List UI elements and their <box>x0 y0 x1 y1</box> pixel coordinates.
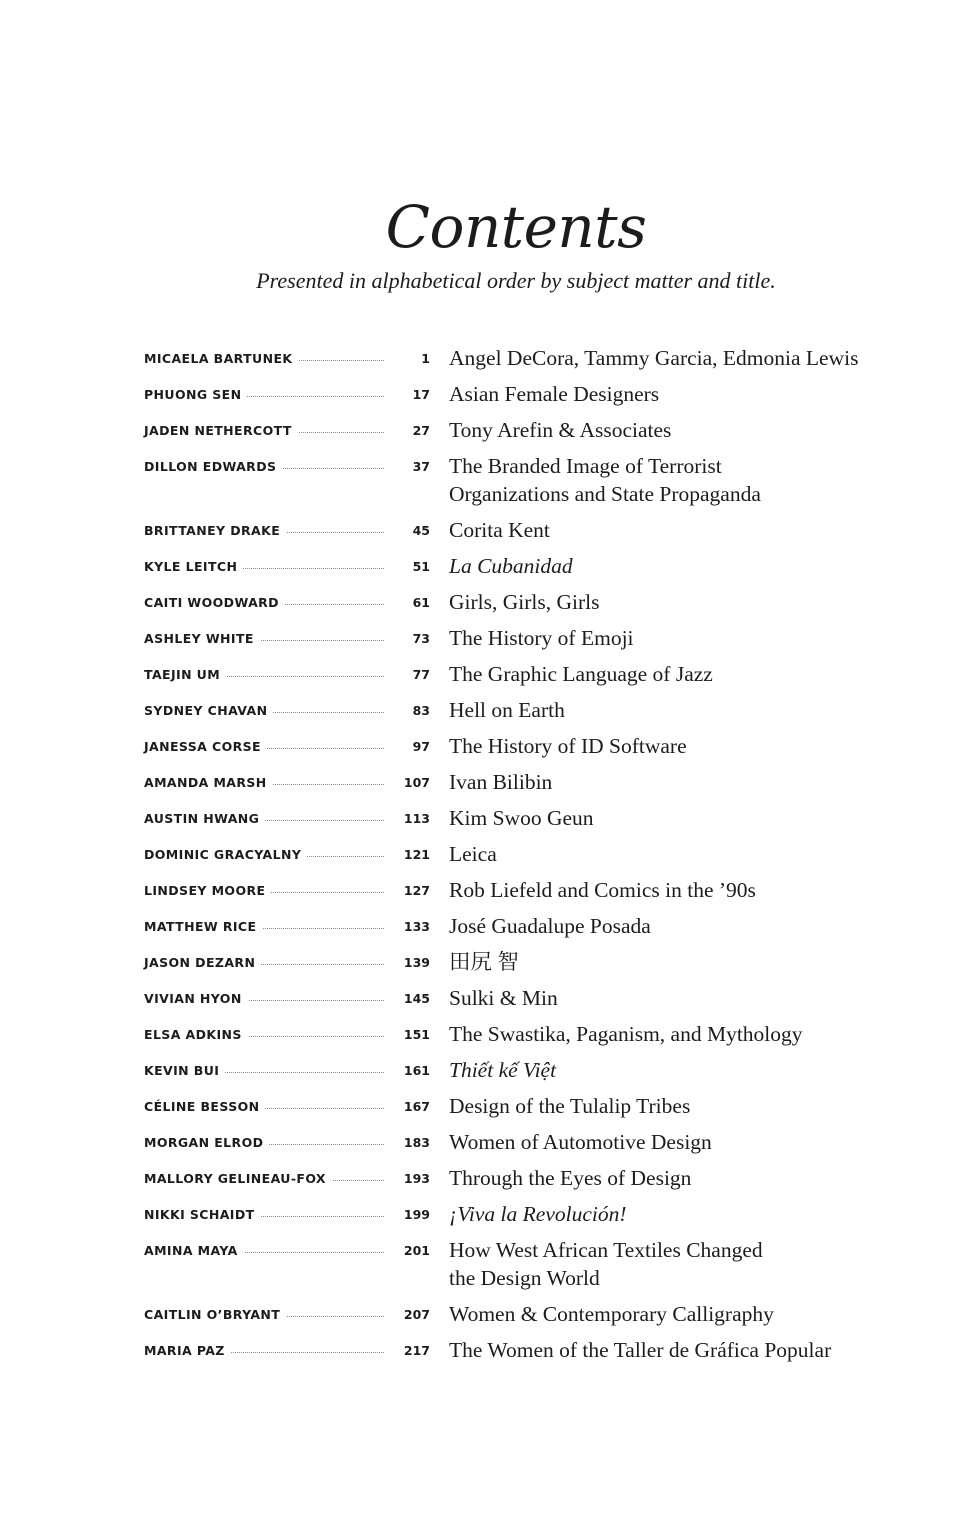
toc-page-number: 1 <box>384 352 430 366</box>
toc-author: DOMINIC GRACYALNY <box>144 848 307 862</box>
toc-author: KYLE LEITCH <box>144 560 243 574</box>
toc-title-line: Ivan Bilibin <box>449 770 553 794</box>
toc-entry <box>144 841 884 871</box>
toc-author: JADEN NETHERCOTT <box>144 424 298 438</box>
toc-entry <box>144 589 884 619</box>
toc-entry <box>144 805 884 835</box>
toc-title <box>449 1129 889 1157</box>
toc-title-line: How West African Textiles Changed <box>449 1238 763 1262</box>
toc-title-line: The History of Emoji <box>449 626 634 650</box>
toc-page-number: 207 <box>384 1308 430 1322</box>
toc-author: MALLORY GELINEAU-FOX <box>144 1172 332 1186</box>
toc-entry <box>144 453 884 506</box>
toc-entry <box>144 661 884 691</box>
toc-author: AMANDA MARSH <box>144 776 273 790</box>
toc-entry <box>144 877 884 907</box>
toc-title <box>449 805 889 833</box>
toc-title <box>449 877 889 905</box>
toc-page-number: 201 <box>384 1244 430 1258</box>
toc-author: ELSA ADKINS <box>144 1028 248 1042</box>
toc-title <box>449 661 889 689</box>
toc-title-line: José Guadalupe Posada <box>449 914 651 938</box>
toc-title <box>449 625 889 653</box>
toc-entry <box>144 381 884 411</box>
toc-author: LINDSEY MOORE <box>144 884 271 898</box>
toc-page-number: 27 <box>384 424 430 438</box>
toc-entry <box>144 1021 884 1051</box>
toc-page-number: 121 <box>384 848 430 862</box>
toc-title-line: La Cubanidad <box>449 554 573 578</box>
toc-title-line: Women & Contemporary Calligraphy <box>449 1302 774 1326</box>
toc-title-line: Women of Automotive Design <box>449 1130 712 1154</box>
toc-title-line: The Swastika, Paganism, and Mythology <box>449 1022 803 1046</box>
toc-entry <box>144 1337 884 1367</box>
toc-title-line: Girls, Girls, Girls <box>449 590 600 614</box>
toc-page-number: 193 <box>384 1172 430 1186</box>
toc-author: VIVIAN HYON <box>144 992 248 1006</box>
toc-author: CAITLIN O’BRYANT <box>144 1308 286 1322</box>
toc-author: JASON DEZARN <box>144 956 261 970</box>
toc-title-line: Angel DeCora, Tammy Garcia, Edmonia Lewis <box>449 346 859 370</box>
toc-entry <box>144 733 884 763</box>
toc-title <box>449 841 889 869</box>
toc-title <box>449 1165 889 1193</box>
toc-title-line: Corita Kent <box>449 518 550 542</box>
toc-page-number: 51 <box>384 560 430 574</box>
toc-title <box>449 381 889 409</box>
toc-author: CAITI WOODWARD <box>144 596 285 610</box>
toc-title <box>449 697 889 725</box>
toc-title <box>449 1057 889 1085</box>
toc-entry <box>144 553 884 583</box>
toc-title <box>449 453 889 508</box>
toc-title-line: Thiết kế Việt <box>449 1058 557 1082</box>
toc-entry <box>144 517 884 547</box>
toc-title <box>449 417 889 445</box>
toc-title-line: Organizations and State Propaganda <box>449 481 761 506</box>
toc-title <box>449 1201 889 1229</box>
toc-title <box>449 589 889 617</box>
toc-page-number: 183 <box>384 1136 430 1150</box>
toc-title-line: The History of ID Software <box>449 734 687 758</box>
toc-page-number: 45 <box>384 524 430 538</box>
toc-entry <box>144 1301 884 1331</box>
toc-page-number: 217 <box>384 1344 430 1358</box>
toc-title-line: Kim Swoo Geun <box>449 806 594 830</box>
toc-title <box>449 1093 889 1121</box>
toc-author: MATTHEW RICE <box>144 920 262 934</box>
toc-author: ASHLEY WHITE <box>144 632 260 646</box>
toc-author: PHUONG SEN <box>144 388 247 402</box>
toc-page-number: 151 <box>384 1028 430 1042</box>
toc-title <box>449 733 889 761</box>
toc-title <box>449 1337 889 1365</box>
toc-title <box>449 1021 889 1049</box>
toc-entry <box>144 1201 884 1231</box>
toc-title-line: The Graphic Language of Jazz <box>449 662 713 686</box>
toc-author: SYDNEY CHAVAN <box>144 704 273 718</box>
toc-entry <box>144 1129 884 1159</box>
toc-entry <box>144 697 884 727</box>
toc-author: TAEJIN UM <box>144 668 226 682</box>
toc-author: DILLON EDWARDS <box>144 460 282 474</box>
toc-title <box>449 1301 889 1329</box>
toc-author: JANESSA CORSE <box>144 740 267 754</box>
toc-entry <box>144 1237 884 1290</box>
toc-page-number: 17 <box>384 388 430 402</box>
toc-author: NIKKI SCHAIDT <box>144 1208 261 1222</box>
toc-title-line: Leica <box>449 842 497 866</box>
toc-title <box>449 517 889 545</box>
toc-page-number: 107 <box>384 776 430 790</box>
toc-title <box>449 553 889 581</box>
toc-page-number: 77 <box>384 668 430 682</box>
toc-author: MARIA PAZ <box>144 1344 231 1358</box>
toc-page-number: 127 <box>384 884 430 898</box>
toc-page-number: 61 <box>384 596 430 610</box>
toc-title <box>449 1237 889 1292</box>
toc-entry <box>144 417 884 447</box>
toc-page-number: 199 <box>384 1208 430 1222</box>
toc-author: BRITTANEY DRAKE <box>144 524 286 538</box>
toc-author: MICAELA BARTUNEK <box>144 352 299 366</box>
toc-page-number: 167 <box>384 1100 430 1114</box>
toc-entry <box>144 345 884 375</box>
toc-title-line: Tony Arefin & Associates <box>449 418 672 442</box>
page-subtitle: Presented in alphabetical order by subject matter and title. <box>256 268 776 293</box>
toc-title-line: Asian Female Designers <box>449 382 660 406</box>
toc-title-line: Through the Eyes of Design <box>449 1166 692 1190</box>
toc-title <box>449 345 889 373</box>
toc-page-number: 139 <box>384 956 430 970</box>
toc-author: AUSTIN HWANG <box>144 812 265 826</box>
toc-title-line: The Women of the Taller de Gráfica Popular <box>449 1338 832 1362</box>
toc-entry <box>144 949 884 979</box>
toc-title-line: ¡Viva la Revolución! <box>449 1202 627 1226</box>
toc-page-number: 133 <box>384 920 430 934</box>
page-title: Contents <box>385 193 647 261</box>
toc-entry <box>144 769 884 799</box>
toc-page-number: 83 <box>384 704 430 718</box>
toc-title-line: The Branded Image of Terrorist <box>449 454 722 478</box>
toc-title <box>449 985 889 1013</box>
toc-title-line: Sulki & Min <box>449 986 558 1010</box>
toc-entry <box>144 913 884 943</box>
toc-title <box>449 769 889 797</box>
toc-page-number: 145 <box>384 992 430 1006</box>
toc-author: AMINA MAYA <box>144 1244 244 1258</box>
toc-title-line: Hell on Earth <box>449 698 565 722</box>
toc-title <box>449 949 889 977</box>
toc-author: KEVIN BUI <box>144 1064 225 1078</box>
toc-title-line: 田尻 智 <box>449 950 519 974</box>
toc-entry <box>144 1093 884 1123</box>
toc-author: MORGAN ELROD <box>144 1136 269 1150</box>
toc-page-number: 113 <box>384 812 430 826</box>
toc-entry <box>144 985 884 1015</box>
toc-entry <box>144 1057 884 1087</box>
toc-page-number: 73 <box>384 632 430 646</box>
toc-author: CÉLINE BESSON <box>144 1100 265 1114</box>
toc-entry <box>144 625 884 655</box>
toc-page-number: 97 <box>384 740 430 754</box>
toc-title <box>449 913 889 941</box>
toc-title-line: Rob Liefeld and Comics in the ’90s <box>449 878 756 902</box>
toc-page-number: 161 <box>384 1064 430 1078</box>
toc-page-number: 37 <box>384 460 430 474</box>
toc-title-line: Design of the Tulalip Tribes <box>449 1094 691 1118</box>
toc-entry <box>144 1165 884 1195</box>
toc-title-line: the Design World <box>449 1265 600 1290</box>
